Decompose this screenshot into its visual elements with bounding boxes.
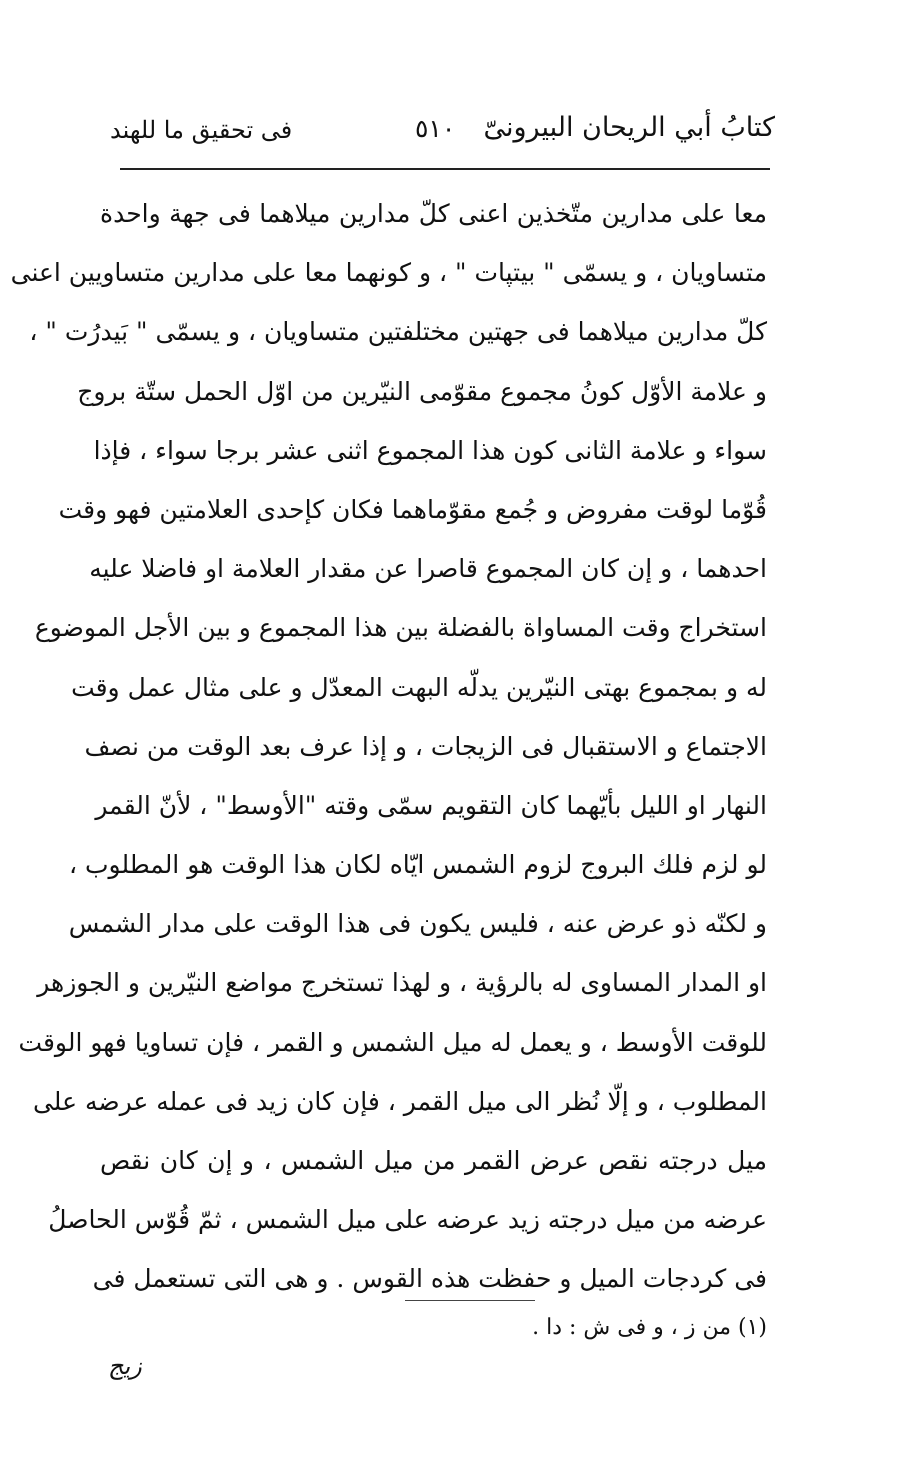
running-header [110, 112, 775, 156]
body-text [10, 184, 767, 1309]
text-line: النهار او الليل بأيّهما كان التقويم سمّى وقته "الأوسط" ، لأنّ القمر [95, 790, 767, 820]
text-line: كلّ مدارين ميلاهما فى جهتين مختلفتين متساويان ، و يسمّى " بَيدرُت " ، [29, 317, 767, 347]
text-line: للوقت الأوسط ، و يعمل له ميل الشمس و القمر ، فإن تساويا فهو الوقت [18, 1027, 767, 1057]
text-line: احدهما ، و إن كان المجموع قاصرا عن مقدار العلامة او فاضلا عليه [89, 554, 767, 584]
text-line: استخراج وقت المساواة بالفضلة بين هذا المجموع و بين الأجل الموضوع [34, 613, 767, 643]
text-line: و علامة الأوّل كونُ مجموع مقوّمى النيّرين من اوّل الحمل ستّة بروج [77, 376, 767, 406]
text-line: عرضه من ميل درجته زيد عرضه على ميل الشمس ، ثمّ قُوّس الحاصلُ [48, 1205, 767, 1235]
text-line: سواء و علامة الثانى كون هذا المجموع اثنى عشر برجا سواء ، فإذا [93, 435, 767, 465]
book-title: كتابُ أبي الريحان البيرونىّ [483, 112, 775, 143]
book-subtitle: فى تحقيق ما للهند [110, 116, 293, 144]
header-rule [120, 168, 770, 170]
text-line: ميل درجته نقص عرض القمر من ميل الشمس ، و إن كان نقص [100, 1146, 767, 1175]
text-line: قُوّما لوقت مفروض و جُمع مقوّماهما فكان كإحدى العلامتين فهو وقت [58, 494, 767, 524]
text-line: او المدار المساوى له بالرؤية ، و لهذا تستخرج مواضع النيّرين و الجوزهر [37, 968, 767, 998]
footnote: (١) من ز ، و فى ش : دا . [532, 1315, 767, 1340]
page-number: ٥١٠ [415, 114, 456, 143]
footnote-rule [405, 1300, 535, 1301]
text-line: لو لزم فلك البروج لزوم الشمس ايّاه لكان هذا الوقت هو المطلوب ، [68, 850, 767, 880]
catchword: زيج [108, 1352, 142, 1380]
text-line: الاجتماع و الاستقبال فى الزيجات ، و إذا عرف بعد الوقت من نصف [84, 731, 767, 761]
text-line: و لكنّه ذو عرض عنه ، فليس يكون فى هذا الوقت على مدار الشمس [68, 909, 767, 939]
text-line: معا على مدارين متّخذين اعنى كلّ مدارين ميلاهما فى جهة واحدة [100, 199, 767, 228]
text-line: له و بمجموع بهتى النيّرين يدلّه البهت المعدّل و على مثال عمل وقت [71, 672, 767, 702]
text-line: فى كردجات الميل و حفظت هذه القوس . و هى التى تستعمل فى [92, 1264, 767, 1294]
text-line: متساويان ، و يسمّى " بيتپات " ، و كونهما معا على مدارين متساويين اعنى [10, 258, 767, 288]
text-line: المطلوب ، و إلّا نُظر الى ميل القمر ، فإن كان زيد فى عمله عرضه على [32, 1086, 767, 1116]
